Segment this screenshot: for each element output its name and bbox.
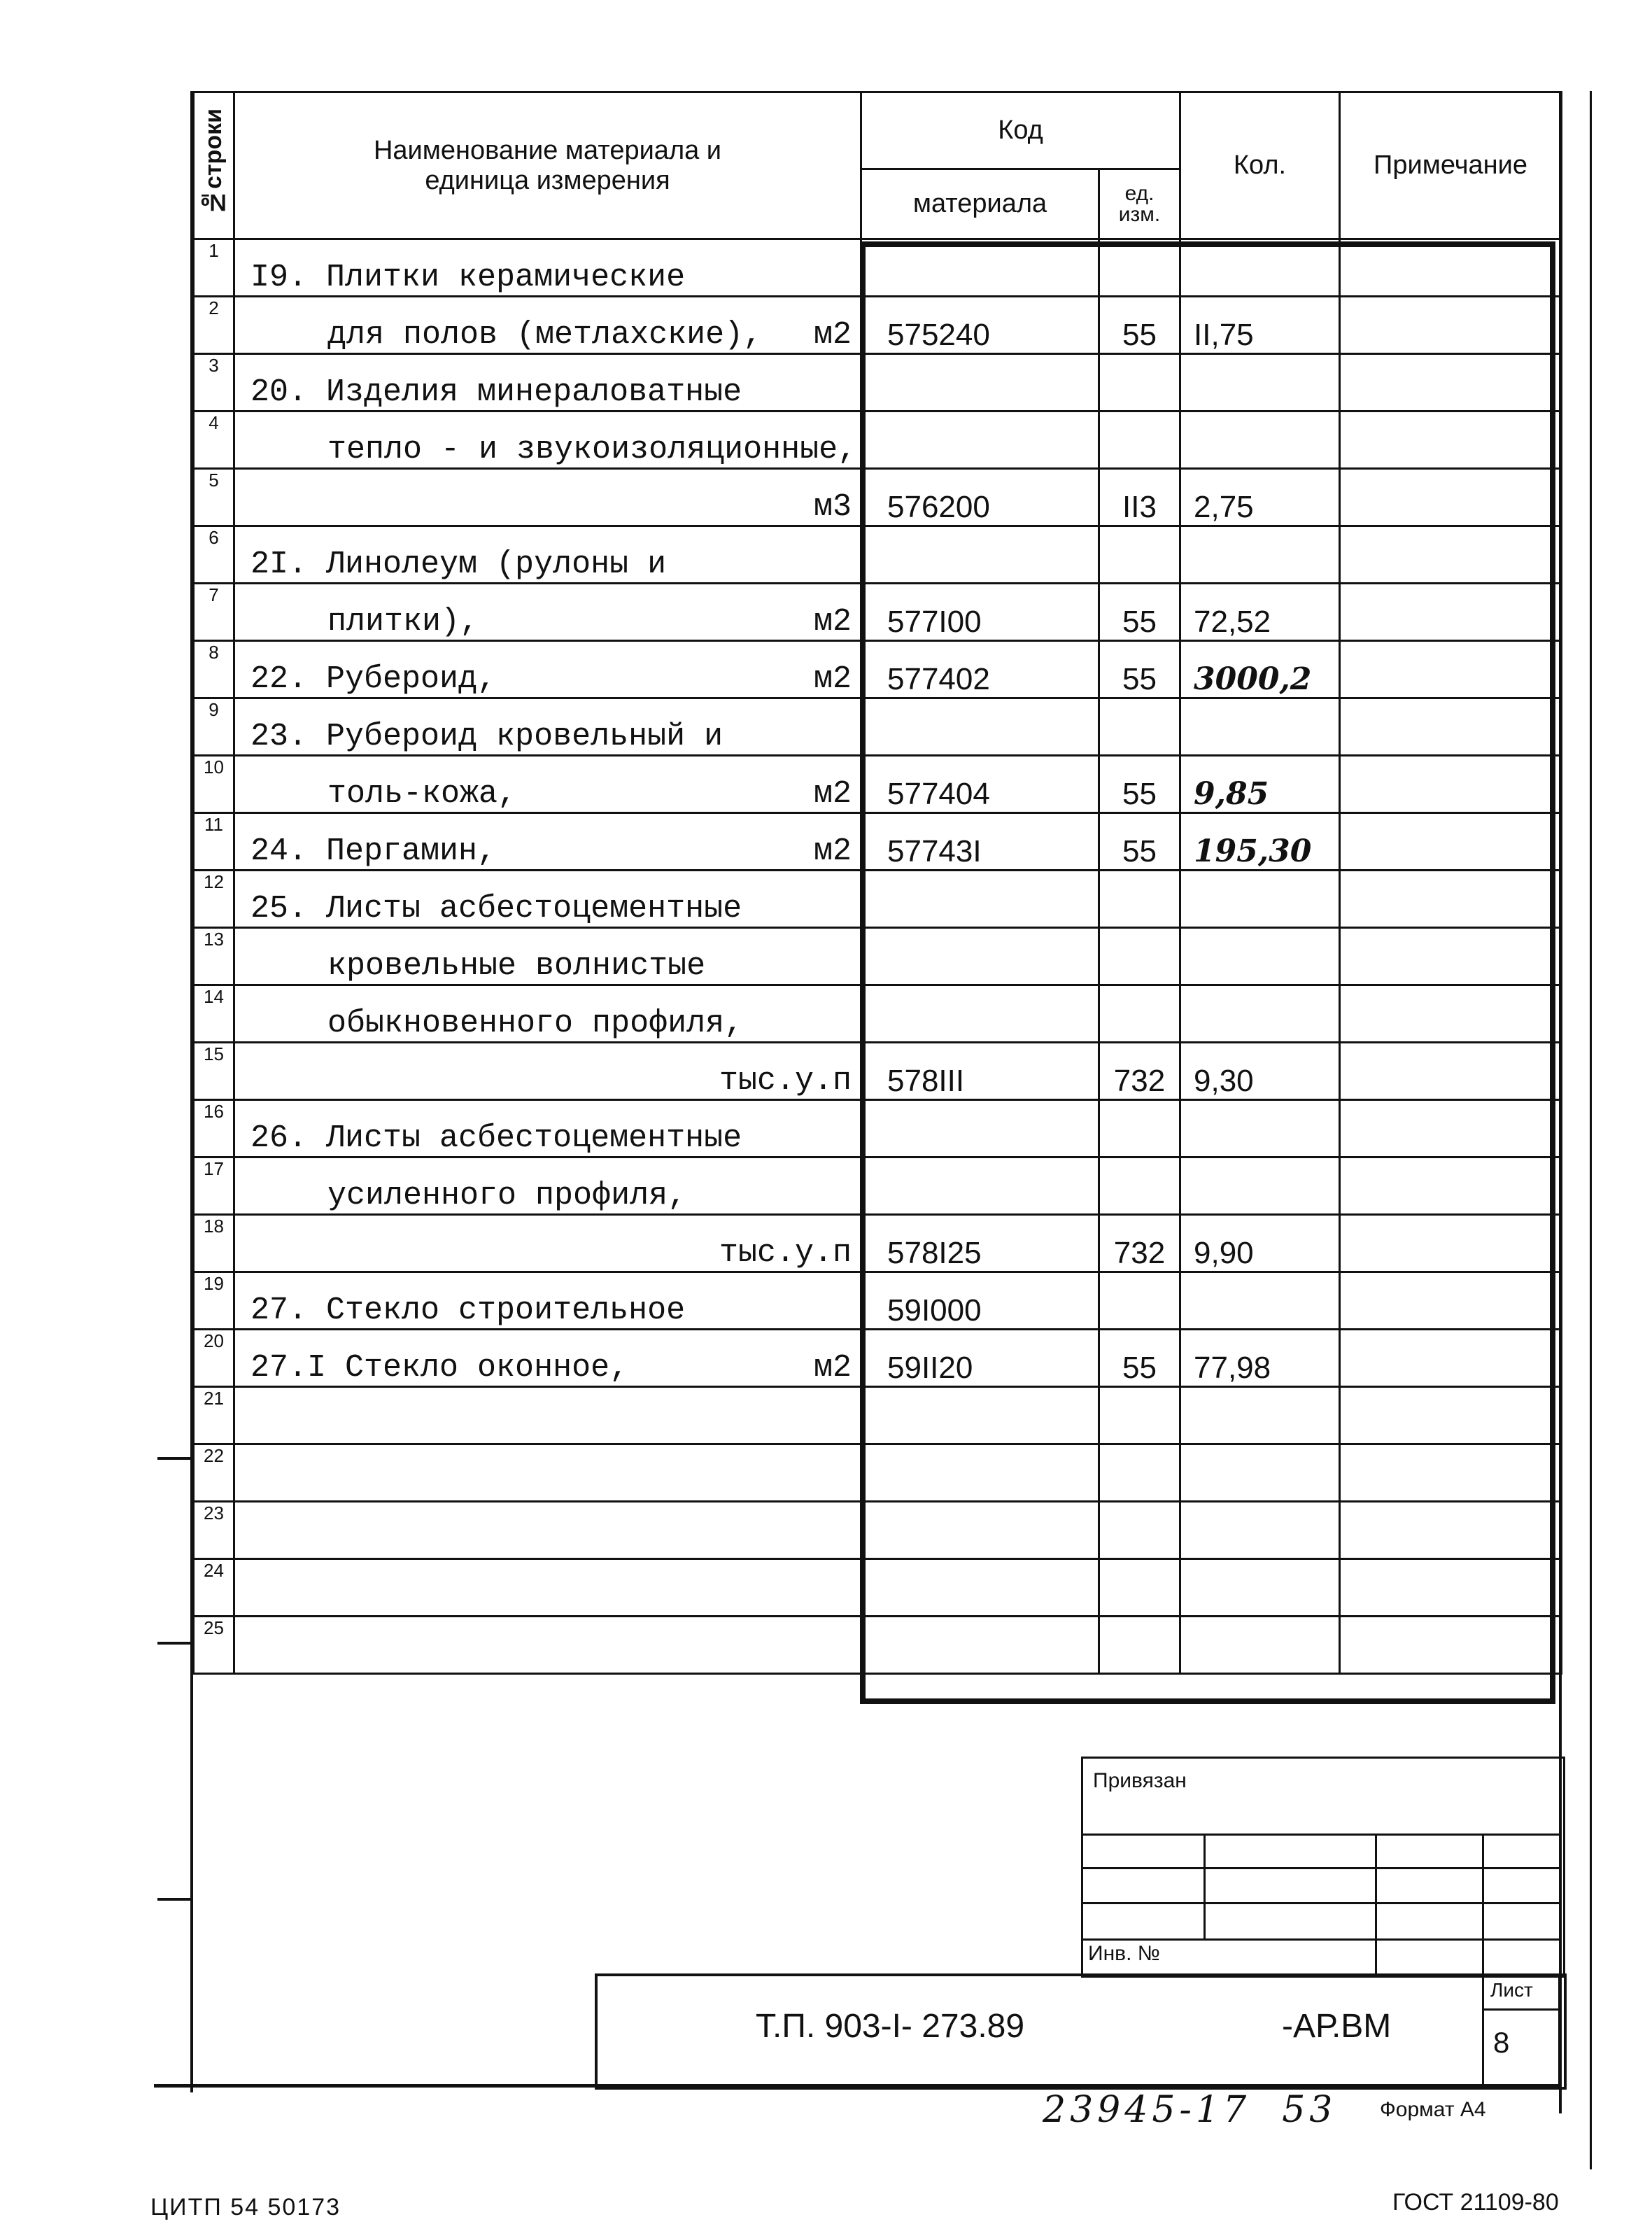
stamp-vline-1 <box>1203 1834 1206 1938</box>
note <box>1340 1559 1562 1617</box>
material-code-header-text: материала <box>912 189 1047 218</box>
note <box>1340 756 1562 813</box>
material-name-cell <box>234 813 861 871</box>
quantity: 2,75 <box>1180 469 1340 526</box>
material-name: 25. Листы асбестоцементные <box>250 891 742 927</box>
row-number: 3 <box>194 354 234 411</box>
material-name-cell <box>234 1043 861 1100</box>
material-name-cell <box>234 756 861 813</box>
row-number: 16 <box>194 1100 234 1157</box>
table-row <box>194 1444 1562 1502</box>
unit-code <box>1099 1272 1180 1330</box>
material-name: для полов (метлахские), <box>327 317 763 353</box>
material-name-cell <box>234 526 861 584</box>
frame-tick-1 <box>157 1457 192 1460</box>
quantity <box>1180 354 1340 411</box>
material-name-cell <box>234 239 861 297</box>
frame-tick-3 <box>157 1898 192 1901</box>
material-code <box>861 411 1099 469</box>
note <box>1340 698 1562 756</box>
row-number: 21 <box>194 1387 234 1444</box>
table-row <box>194 1387 1562 1444</box>
code-header <box>861 92 1180 169</box>
row-number-header <box>194 92 234 239</box>
sheet-label: Лист <box>1490 1979 1533 2001</box>
row-number: 4 <box>194 411 234 469</box>
material-name-cell <box>234 698 861 756</box>
name-header-text: Наименование материала и единица измерения <box>373 135 722 195</box>
row-number: 17 <box>194 1157 234 1215</box>
material-name-cell <box>234 1157 861 1215</box>
stamp-line-2 <box>1081 1867 1561 1869</box>
note <box>1340 526 1562 584</box>
unit-code <box>1099 526 1180 584</box>
note <box>1340 1387 1562 1444</box>
material-code <box>861 985 1099 1043</box>
table-row <box>194 928 1562 985</box>
note <box>1340 1272 1562 1330</box>
material-name-cell <box>234 1272 861 1330</box>
material-name: обыкновенного профиля, <box>327 1006 744 1041</box>
material-name: 22. Рубероид, <box>250 661 497 697</box>
material-name: плитки), <box>327 604 479 640</box>
row-number: 24 <box>194 1559 234 1617</box>
material-code: 577402 <box>861 641 1099 698</box>
row-number: 12 <box>194 871 234 928</box>
code-header-text: Код <box>998 115 1043 145</box>
quantity <box>1180 1157 1340 1215</box>
note <box>1340 1444 1562 1502</box>
quantity <box>1180 985 1340 1043</box>
row-number: 25 <box>194 1617 234 1674</box>
material-code: 577404 <box>861 756 1099 813</box>
unit-code <box>1099 985 1180 1043</box>
note <box>1340 985 1562 1043</box>
material-name: 27.I Стекло оконное, <box>250 1350 629 1386</box>
row-number: 10 <box>194 756 234 813</box>
material-name-cell <box>234 1559 861 1617</box>
note <box>1340 584 1562 641</box>
material-code <box>861 1387 1099 1444</box>
table-row <box>194 297 1562 354</box>
table-row <box>194 756 1562 813</box>
table-row <box>194 1215 1562 1272</box>
quantity <box>1180 1272 1340 1330</box>
note <box>1340 1215 1562 1272</box>
quantity: 9,90 <box>1180 1215 1340 1272</box>
row-number: 1 <box>194 239 234 297</box>
material-name-cell <box>234 928 861 985</box>
table-row <box>194 411 1562 469</box>
note <box>1340 297 1562 354</box>
unit-code: 55 <box>1099 756 1180 813</box>
row-number-header-text: №строки <box>200 108 227 216</box>
quantity <box>1180 411 1340 469</box>
material-unit-name: тыс.у.п <box>719 1063 852 1099</box>
note <box>1340 641 1562 698</box>
inventory-number-label: Инв. № <box>1088 1942 1160 1965</box>
material-code <box>861 698 1099 756</box>
unit-code <box>1099 1387 1180 1444</box>
material-code: 578I25 <box>861 1215 1099 1272</box>
note <box>1340 1043 1562 1100</box>
row-number: 11 <box>194 813 234 871</box>
qty-header <box>1180 92 1340 239</box>
material-unit-name: м2 <box>813 317 852 353</box>
frame-tick-2 <box>157 1642 192 1645</box>
quantity <box>1180 1502 1340 1559</box>
table-row <box>194 1100 1562 1157</box>
material-code <box>861 1617 1099 1674</box>
quantity <box>1180 1100 1340 1157</box>
quantity <box>1180 526 1340 584</box>
table-row <box>194 1559 1562 1617</box>
material-name: 20. Изделия минераловатные <box>250 374 742 410</box>
row-number: 14 <box>194 985 234 1043</box>
row-number: 13 <box>194 928 234 985</box>
material-code: 59II20 <box>861 1330 1099 1387</box>
table-row <box>194 354 1562 411</box>
quantity <box>1180 928 1340 985</box>
material-unit-name: м2 <box>813 833 852 869</box>
row-number: 23 <box>194 1502 234 1559</box>
note <box>1340 813 1562 871</box>
quantity <box>1180 1387 1340 1444</box>
unit-code: II3 <box>1099 469 1180 526</box>
note-header <box>1340 92 1562 239</box>
document-suffix: -АР.ВМ <box>1282 2008 1392 2045</box>
note <box>1340 928 1562 985</box>
left-footer-code: ЦИТП 54 50173 <box>150 2194 341 2221</box>
material-name-cell <box>234 1330 861 1387</box>
material-unit-name: м2 <box>813 604 852 640</box>
unit-code <box>1099 928 1180 985</box>
material-name-cell <box>234 297 861 354</box>
unit-code: 732 <box>1099 1215 1180 1272</box>
unit-code <box>1099 1617 1180 1674</box>
material-code <box>861 354 1099 411</box>
quantity: 9,85 <box>1180 756 1340 813</box>
row-number: 7 <box>194 584 234 641</box>
material-code <box>861 1559 1099 1617</box>
material-code-header <box>861 169 1099 239</box>
title-block-box <box>595 1973 1567 2090</box>
table-row <box>194 526 1562 584</box>
attached-label: Привязан <box>1093 1769 1187 1792</box>
material-name: кровельные волнистые <box>327 948 706 984</box>
qty-header-text: Кол. <box>1233 150 1287 180</box>
row-number: 15 <box>194 1043 234 1100</box>
material-code <box>861 239 1099 297</box>
quantity <box>1180 698 1340 756</box>
unit-code <box>1099 1444 1180 1502</box>
material-code <box>861 1157 1099 1215</box>
unit-code: 55 <box>1099 813 1180 871</box>
unit-code: 55 <box>1099 297 1180 354</box>
note <box>1340 1330 1562 1387</box>
material-code <box>861 1502 1099 1559</box>
table-row <box>194 871 1562 928</box>
format-label: Формат А4 <box>1380 2098 1486 2121</box>
sheet-box-divider <box>1482 2008 1559 2011</box>
unit-code <box>1099 354 1180 411</box>
material-name-cell <box>234 411 861 469</box>
quantity <box>1180 1559 1340 1617</box>
material-unit-name: м2 <box>813 1350 852 1386</box>
unit-code <box>1099 239 1180 297</box>
material-name: I9. Плитки керамические <box>250 260 686 295</box>
material-name-cell <box>234 1387 861 1444</box>
quantity: 72,52 <box>1180 584 1340 641</box>
unit-code <box>1099 698 1180 756</box>
material-name: усиленного профиля, <box>327 1178 687 1213</box>
row-number: 6 <box>194 526 234 584</box>
material-name-cell <box>234 985 861 1043</box>
note <box>1340 1157 1562 1215</box>
stamp-vline-3 <box>1482 1834 1484 1973</box>
material-code: 577I00 <box>861 584 1099 641</box>
stamp-line-4 <box>1081 1938 1561 1941</box>
material-code <box>861 1444 1099 1502</box>
material-unit-name: м2 <box>813 661 852 697</box>
material-name-cell <box>234 1215 861 1272</box>
quantity <box>1180 239 1340 297</box>
row-number: 22 <box>194 1444 234 1502</box>
quantity: 195,30 <box>1180 813 1340 871</box>
table-row <box>194 813 1562 871</box>
material-name: 2I. Линолеум (рулоны и <box>250 547 667 582</box>
table-row <box>194 584 1562 641</box>
table-row <box>194 1272 1562 1330</box>
material-unit-name: м3 <box>813 489 852 525</box>
unit-code <box>1099 1157 1180 1215</box>
material-name-cell <box>234 1444 861 1502</box>
note <box>1340 871 1562 928</box>
material-name-cell <box>234 1100 861 1157</box>
quantity: 3000,2 <box>1180 641 1340 698</box>
material-name-cell <box>234 354 861 411</box>
note <box>1340 469 1562 526</box>
table-row <box>194 1043 1562 1100</box>
unit-code: 732 <box>1099 1043 1180 1100</box>
table-row <box>194 239 1562 297</box>
material-name: 24. Пергамин, <box>250 833 497 869</box>
material-name: толь-кожа, <box>327 776 517 812</box>
material-unit-name: м2 <box>813 776 852 812</box>
table-row <box>194 641 1562 698</box>
unit-code <box>1099 1502 1180 1559</box>
table-row <box>194 698 1562 756</box>
material-code: 576200 <box>861 469 1099 526</box>
quantity <box>1180 1444 1340 1502</box>
stamp-line-1 <box>1081 1834 1561 1836</box>
note <box>1340 354 1562 411</box>
row-number: 5 <box>194 469 234 526</box>
material-code <box>861 1100 1099 1157</box>
note <box>1340 1502 1562 1559</box>
unit-code <box>1099 871 1180 928</box>
quantity <box>1180 1617 1340 1674</box>
note <box>1340 239 1562 297</box>
material-name: 23. Рубероид кровельный и <box>250 719 723 754</box>
frame-right-outer-line <box>1590 91 1592 2169</box>
unit-code: 55 <box>1099 641 1180 698</box>
material-name-cell <box>234 871 861 928</box>
note <box>1340 1617 1562 1674</box>
material-name-cell <box>234 1502 861 1559</box>
quantity: 9,30 <box>1180 1043 1340 1100</box>
name-header <box>234 92 861 239</box>
unit-code <box>1099 1100 1180 1157</box>
row-number: 18 <box>194 1215 234 1272</box>
note <box>1340 1100 1562 1157</box>
material-code: 59I000 <box>861 1272 1099 1330</box>
row-number: 20 <box>194 1330 234 1387</box>
table-row <box>194 1502 1562 1559</box>
table-row <box>194 1330 1562 1387</box>
material-name-cell <box>234 469 861 526</box>
sheet-number: 8 <box>1493 2026 1510 2059</box>
material-name: 26. Листы асбестоцементные <box>250 1120 742 1156</box>
unit-code: 55 <box>1099 1330 1180 1387</box>
table-row <box>194 1157 1562 1215</box>
quantity: 77,98 <box>1180 1330 1340 1387</box>
row-number: 9 <box>194 698 234 756</box>
unit-code: 55 <box>1099 584 1180 641</box>
table-row <box>194 469 1562 526</box>
material-code: 57743I <box>861 813 1099 871</box>
material-name-cell <box>234 641 861 698</box>
material-code <box>861 928 1099 985</box>
unit-code <box>1099 411 1180 469</box>
table-row <box>194 1617 1562 1674</box>
table-row <box>194 985 1562 1043</box>
quantity <box>1180 871 1340 928</box>
row-number: 2 <box>194 297 234 354</box>
document-code: Т.П. 903-I- 273.89 <box>756 2008 1025 2045</box>
material-code <box>861 871 1099 928</box>
material-name: тепло - и звукоизоляционные, <box>327 432 857 467</box>
material-code <box>861 526 1099 584</box>
materials-table <box>192 91 1562 1675</box>
quantity: II,75 <box>1180 297 1340 354</box>
material-code: 575240 <box>861 297 1099 354</box>
row-number: 8 <box>194 641 234 698</box>
note-header-text: Примечание <box>1374 150 1527 180</box>
material-code: 578III <box>861 1043 1099 1100</box>
unit-code-header <box>1099 169 1180 239</box>
material-name-cell <box>234 1617 861 1674</box>
unit-code <box>1099 1559 1180 1617</box>
note <box>1340 411 1562 469</box>
stamp-line-3 <box>1081 1902 1561 1904</box>
row-number: 19 <box>194 1272 234 1330</box>
unit-code-header-text: ед. изм. <box>1118 181 1161 226</box>
material-unit-name: тыс.у.п <box>719 1235 852 1271</box>
gost-label: ГОСТ 21109-80 <box>1392 2189 1559 2216</box>
stamp-vline-2 <box>1375 1834 1377 1973</box>
material-name: 27. Стекло строительное <box>250 1293 686 1328</box>
material-name-cell <box>234 584 861 641</box>
handwritten-number: 23945-17 53 <box>1043 2089 1337 2131</box>
